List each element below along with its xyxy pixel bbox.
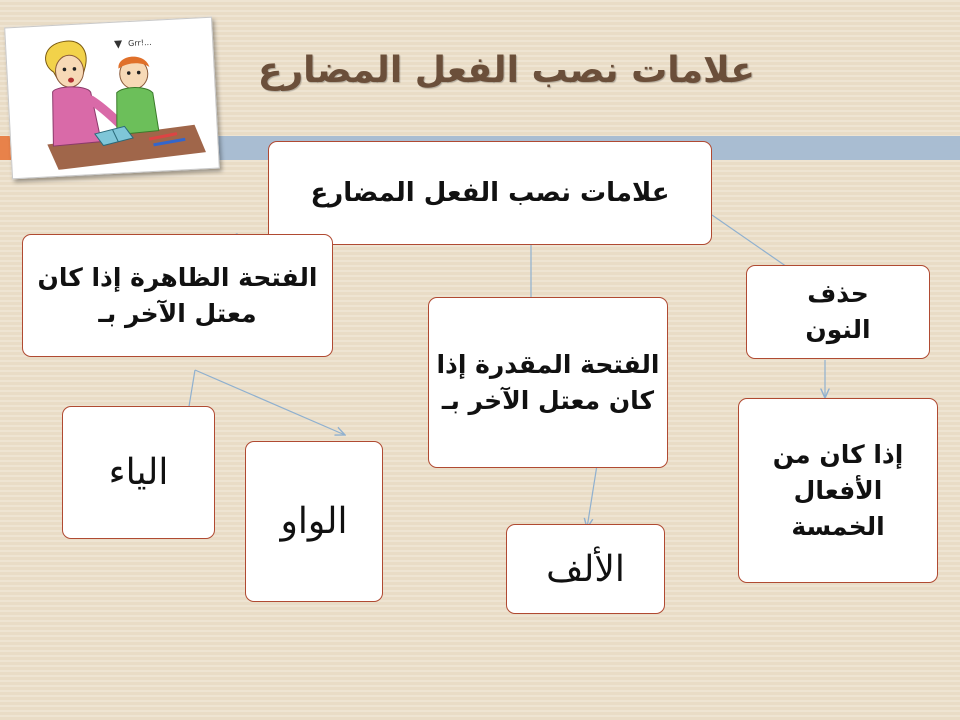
connector-fatha-implied-to-alif — [587, 465, 597, 528]
node-yaa-label: الياء — [108, 452, 169, 493]
node-waw-label: الواو — [280, 501, 348, 542]
node-yaa — [62, 406, 215, 539]
node-alif — [506, 524, 665, 614]
connector-fatha-visible-to-waw — [195, 370, 345, 435]
node-root — [268, 141, 712, 245]
node-waw — [245, 441, 383, 602]
node-hadhf-nun — [746, 265, 930, 359]
slide-title: علامات نصب الفعل المضارع — [257, 50, 755, 91]
speech-text: Grr!... — [127, 37, 152, 49]
node-alif-label: الألف — [546, 548, 625, 590]
node-hadhf-nun-label: حذف النون — [805, 279, 871, 344]
node-fatha-visible-label: الفتحة الظاهرة إذا كان معتل الآخر بـ — [37, 262, 318, 328]
node-fatha-implied-label: الفتحة المقدرة إذا كان معتل الآخر بـ — [436, 349, 660, 415]
node-root-label: علامات نصب الفعل المضارع — [310, 178, 670, 208]
node-five-verbs — [738, 398, 938, 583]
node-fatha-visible — [22, 234, 333, 357]
node-fatha-implied — [428, 297, 668, 468]
node-five-verbs-label: إذا كان من الأفعال الخمسة — [772, 439, 904, 541]
